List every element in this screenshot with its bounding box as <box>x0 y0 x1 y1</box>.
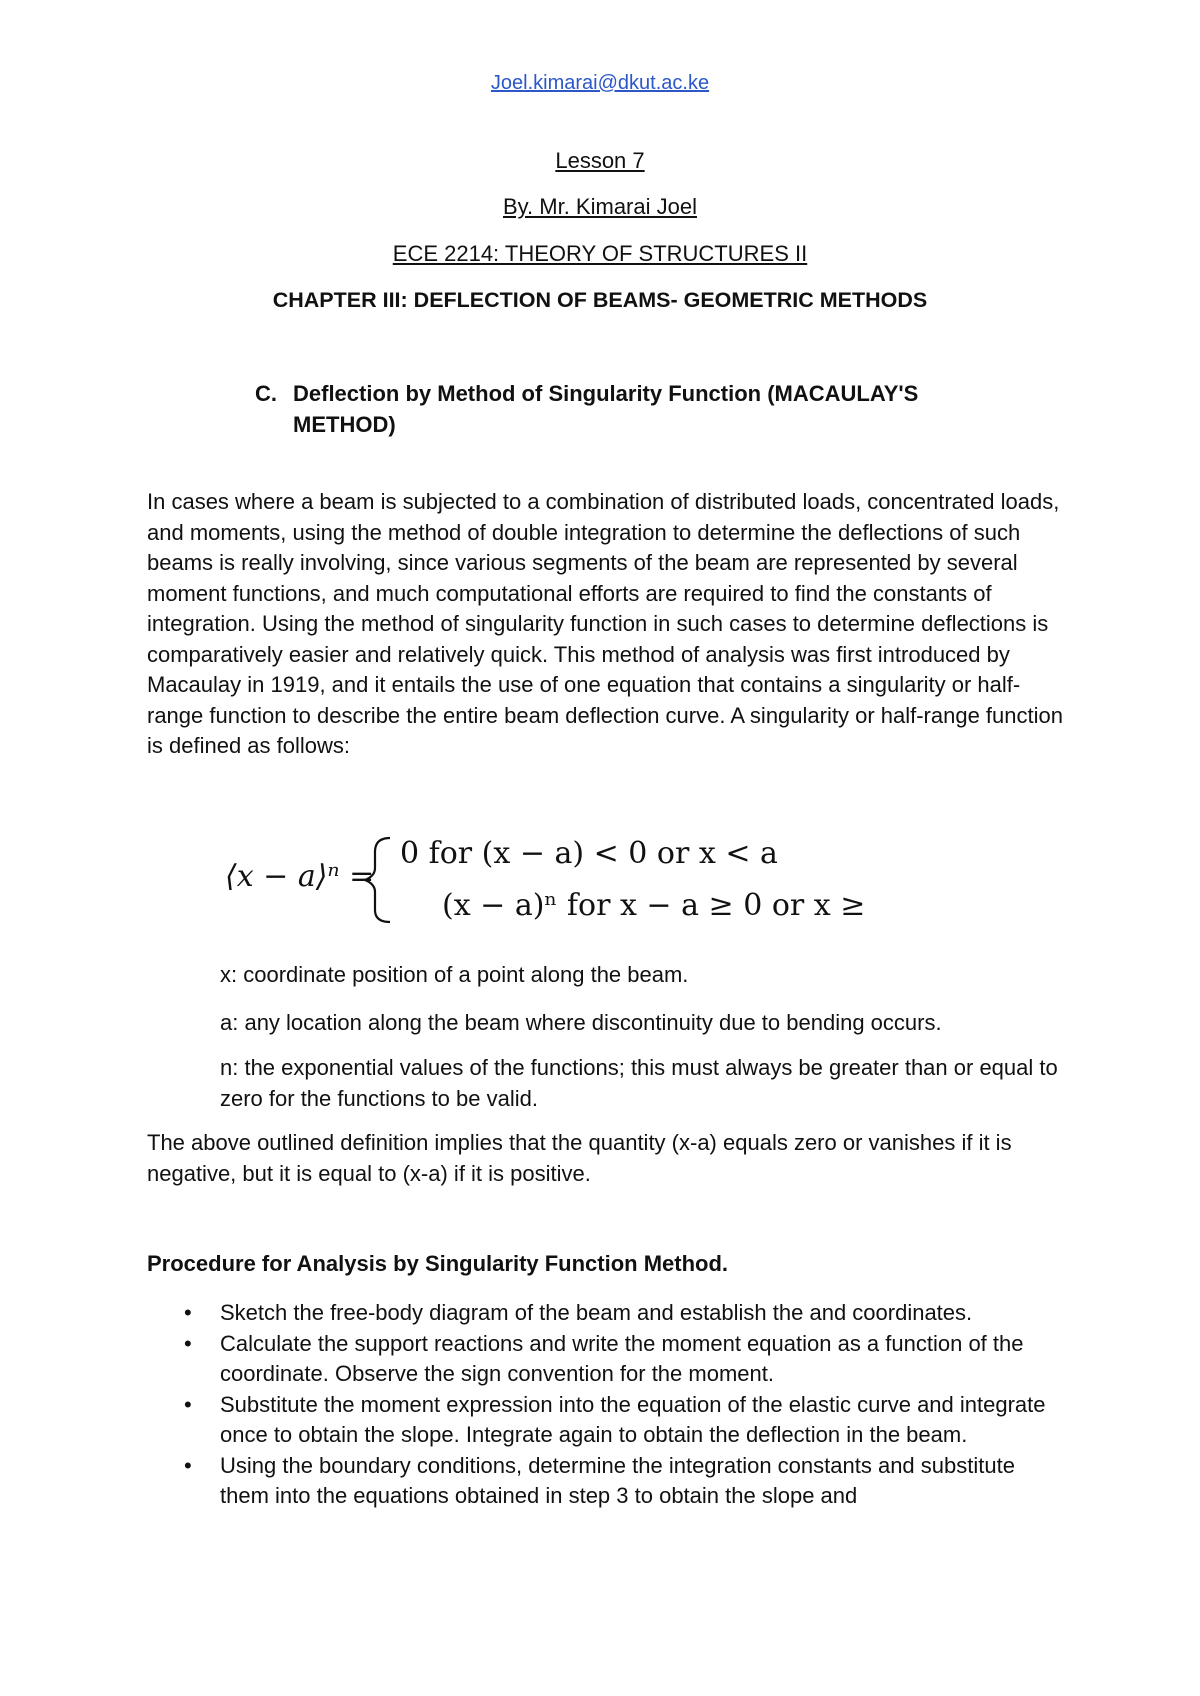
definition-x: x: coordinate position of a point along the beam. <box>220 962 689 987</box>
bullet-icon: • <box>184 1391 192 1417</box>
procedure-heading: Procedure for Analysis by Singularity Function Method. <box>147 1251 729 1276</box>
procedure-step <box>147 1390 1067 1451</box>
procedure-step <box>147 1298 1067 1329</box>
formula-lhs: ⟨x − a⟩ⁿ = <box>225 859 375 894</box>
author-email-link[interactable]: Joel.kimarai@dkut.ac.ke <box>490 72 710 94</box>
intro-paragraph: In cases where a beam is subjected to a combination of distributed loads, concentrated loads, and moments, using the method of double integration to determine the deflections of such beams is really involving, since various segments of the beam are represented by several moment functions, and much computational efforts are required to find the constants of integration. Using the method of singularity function in such cases to determine deflections is comparatively easier and relatively quick. This method of analysis was first introduced by Macaulay in 1919, and it entails the use of one equation that contains a singularity or half-range function to describe the entire beam deflection curve. A singularity or half-range function is defined as follows: <box>147 489 1063 758</box>
procedure-step <box>147 1329 1067 1390</box>
chapter-title: CHAPTER III: DEFLECTION OF BEAMS- GEOMETRIC METHODS <box>272 288 928 312</box>
procedure-step-text: Using the boundary conditions, determine the integration constants and substitute them into the equations obtained in step 3 to obtain the slope and <box>220 1452 1015 1508</box>
procedure-step-text: Calculate the support reactions and write the moment equation as a function of the coordinate. Observe the sign convention for the moment. <box>220 1330 1024 1386</box>
course-title: ECE 2214: THEORY OF STRUCTURES II <box>392 241 808 266</box>
formula-case-1: 0 for (x − a) < 0 or x < a <box>400 836 778 871</box>
bullet-icon: • <box>184 1452 192 1478</box>
definition-n: n: the exponential values of the functions; this must always be greater than or equal to zero for the functions to be valid. <box>220 1055 1058 1111</box>
procedure-step-text: Substitute the moment expression into the equation of the elastic curve and integrate once to obtain the slope. Integrate again to obtain the deflection in the beam. <box>220 1391 1046 1447</box>
section-title: Deflection by Method of Singularity Function (MACAULAY'S METHOD) <box>293 381 919 437</box>
bullet-icon: • <box>184 1300 192 1325</box>
procedure-steps <box>147 1298 1067 1512</box>
procedure-step <box>147 1451 1067 1512</box>
bullet-icon: • <box>184 1330 192 1356</box>
procedure-step-text: Sketch the free-body diagram of the beam and establish the and coordinates. <box>220 1300 973 1325</box>
singularity-function-formula <box>225 818 875 928</box>
lesson-number: Lesson 7 <box>555 148 645 173</box>
author-line: By. Mr. Kimarai Joel <box>503 194 697 219</box>
definition-note: The above outlined definition implies that the quantity (x-a) equals zero or vanishes if it is negative, but it is equal to (x-a) if it is positive. <box>147 1130 1012 1186</box>
section-letter: C. <box>255 381 277 406</box>
definition-a: a: any location along the beam where discontinuity due to bending occurs. <box>220 1010 942 1035</box>
formula-case-2: (x − a)ⁿ for x − a ≥ 0 or x ≥ a <box>442 888 875 923</box>
